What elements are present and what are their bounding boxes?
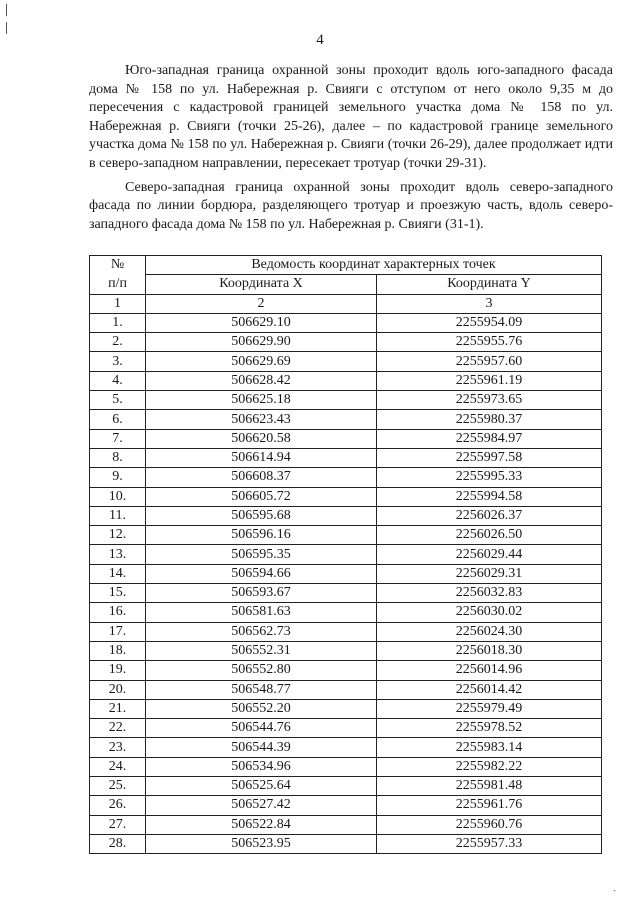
point-number-cell: 3. — [90, 352, 146, 371]
coordinate-x-cell: 506595.68 — [146, 506, 377, 525]
coordinate-x-cell: 506527.42 — [146, 796, 377, 815]
coordinate-y-cell: 2255954.09 — [377, 313, 602, 332]
table-row — [90, 564, 602, 583]
coordinate-y-cell: 2256026.50 — [377, 526, 602, 545]
coordinate-y-cell: 2255978.52 — [377, 719, 602, 738]
header-coordinate-x: Координата X — [146, 275, 377, 294]
table-header-row — [90, 256, 602, 275]
coordinate-x-cell: 506605.72 — [146, 487, 377, 506]
point-number-cell: 16. — [90, 603, 146, 622]
coordinate-x-cell: 506625.18 — [146, 391, 377, 410]
point-number-cell: 7. — [90, 429, 146, 448]
header-title: Ведомость координат характерных точек — [146, 256, 602, 275]
table-row — [90, 680, 602, 699]
point-number-cell: 15. — [90, 584, 146, 603]
coordinate-x-cell: 506594.66 — [146, 564, 377, 583]
coordinate-y-cell: 2255995.33 — [377, 468, 602, 487]
coordinate-x-cell: 506525.64 — [146, 777, 377, 796]
point-number-cell: 17. — [90, 622, 146, 641]
coordinate-y-cell: 2255957.60 — [377, 352, 602, 371]
coordinate-y-cell: 2255961.19 — [377, 371, 602, 390]
coordinate-x-cell: 506620.58 — [146, 429, 377, 448]
column-number: 1 — [90, 294, 146, 313]
coordinate-y-cell: 2255982.22 — [377, 757, 602, 776]
coordinates-table — [89, 255, 602, 854]
table-row — [90, 796, 602, 815]
point-number-cell: 11. — [90, 506, 146, 525]
point-number-cell: 18. — [90, 641, 146, 660]
point-number-cell: 23. — [90, 738, 146, 757]
table-row — [90, 410, 602, 429]
table-row — [90, 545, 602, 564]
table-row — [90, 506, 602, 525]
point-number-cell: 27. — [90, 815, 146, 834]
coordinate-y-cell: 2256032.83 — [377, 584, 602, 603]
point-number-cell: 28. — [90, 834, 146, 853]
coordinate-y-cell: 2255983.14 — [377, 738, 602, 757]
coordinate-y-cell: 2255960.76 — [377, 815, 602, 834]
table-row — [90, 333, 602, 352]
point-number-cell: 1. — [90, 313, 146, 332]
table-row — [90, 487, 602, 506]
coordinate-x-cell: 506581.63 — [146, 603, 377, 622]
coordinate-x-cell: 506614.94 — [146, 448, 377, 467]
point-number-cell: 9. — [90, 468, 146, 487]
table-row — [90, 526, 602, 545]
coordinate-x-cell: 506552.20 — [146, 699, 377, 718]
point-number-cell: 2. — [90, 333, 146, 352]
margin-mark — [6, 4, 7, 16]
point-number-cell: 21. — [90, 699, 146, 718]
column-number: 2 — [146, 294, 377, 313]
point-number-cell: 14. — [90, 564, 146, 583]
coordinate-x-cell: 506629.90 — [146, 333, 377, 352]
coordinate-x-cell: 506562.73 — [146, 622, 377, 641]
table-row — [90, 468, 602, 487]
table-row — [90, 719, 602, 738]
page-number: 4 — [316, 32, 324, 48]
coordinate-x-cell: 506544.39 — [146, 738, 377, 757]
coordinate-y-cell: 2255997.58 — [377, 448, 602, 467]
coordinate-x-cell: 506534.96 — [146, 757, 377, 776]
coordinate-y-cell: 2256029.44 — [377, 545, 602, 564]
point-number-cell: 25. — [90, 777, 146, 796]
column-number: 3 — [377, 294, 602, 313]
table-row — [90, 622, 602, 641]
coordinate-x-cell: 506596.16 — [146, 526, 377, 545]
coordinate-y-cell: 2255980.37 — [377, 410, 602, 429]
coordinate-x-cell: 506623.43 — [146, 410, 377, 429]
coordinate-y-cell: 2255979.49 — [377, 699, 602, 718]
scan-mark: ˎ — [613, 881, 617, 892]
table-row — [90, 777, 602, 796]
coordinate-x-cell: 506593.67 — [146, 584, 377, 603]
table-row — [90, 584, 602, 603]
coordinate-x-cell: 506628.42 — [146, 371, 377, 390]
paragraph-southwest-boundary: Юго-западная граница охранной зоны проходит вдоль юго-западного фасада дома № 158 по ул. Набережная р. Свияги с отступом от него около 9,35 м до пересечения с кадастровой границей земельного участка дома № 158 по ул. Набережная р. Свияги (точки 25-26), далее – по кадастровой границе земельного участка дома № 158 по ул. Набережная р. Свияги (точки 26-29), далее продолжает идти в северо-западном направлении, пересекает тротуар (точки 29-31). — [89, 63, 613, 171]
table-row — [90, 641, 602, 660]
point-number-cell: 5. — [90, 391, 146, 410]
coordinate-y-cell: 2256014.42 — [377, 680, 602, 699]
coordinate-y-cell: 2255957.33 — [377, 834, 602, 853]
coordinate-x-cell: 506552.31 — [146, 641, 377, 660]
table-row — [90, 448, 602, 467]
table-row — [90, 815, 602, 834]
paragraph-northwest-boundary: Северо-западная граница охранной зоны проходит вдоль северо-западного фасада по линии бордюра, разделяющего тротуар и проезжую часть, вдоль северо-западного фасада дома № 158 по ул. Набережная р. Свияги (31-1). — [89, 179, 613, 232]
coordinate-y-cell: 2255994.58 — [377, 487, 602, 506]
table-row — [90, 834, 602, 853]
coordinate-y-cell: 2255961.76 — [377, 796, 602, 815]
point-number-cell: 12. — [90, 526, 146, 545]
table-row — [90, 699, 602, 718]
coordinate-y-cell: 2256030.02 — [377, 603, 602, 622]
coordinate-y-cell: 2256024.30 — [377, 622, 602, 641]
point-number-cell: 13. — [90, 545, 146, 564]
coordinate-x-cell: 506523.95 — [146, 834, 377, 853]
coordinate-x-cell: 506548.77 — [146, 680, 377, 699]
header-number: № — [90, 256, 146, 275]
point-number-cell: 26. — [90, 796, 146, 815]
point-number-cell: 19. — [90, 661, 146, 680]
point-number-cell: 24. — [90, 757, 146, 776]
coordinate-y-cell: 2255984.97 — [377, 429, 602, 448]
header-coordinate-y: Координата Y — [377, 275, 602, 294]
point-number-cell: 10. — [90, 487, 146, 506]
table-row — [90, 313, 602, 332]
coordinate-x-cell: 506595.35 — [146, 545, 377, 564]
table-row — [90, 371, 602, 390]
coordinate-x-cell: 506544.76 — [146, 719, 377, 738]
coordinate-y-cell: 2256014.96 — [377, 661, 602, 680]
point-number-cell: 8. — [90, 448, 146, 467]
table-row — [90, 391, 602, 410]
table-row — [90, 661, 602, 680]
table-header-row — [90, 275, 602, 294]
coordinate-y-cell: 2256018.30 — [377, 641, 602, 660]
point-number-cell: 20. — [90, 680, 146, 699]
coordinate-x-cell: 506522.84 — [146, 815, 377, 834]
table-row — [90, 429, 602, 448]
header-number-sub: п/п — [90, 275, 146, 294]
point-number-cell: 22. — [90, 719, 146, 738]
point-number-cell: 6. — [90, 410, 146, 429]
table-row — [90, 738, 602, 757]
coordinate-x-cell: 506608.37 — [146, 468, 377, 487]
coordinates-table-body — [90, 313, 602, 853]
table-row — [90, 757, 602, 776]
coordinate-x-cell: 506552.80 — [146, 661, 377, 680]
column-numbers-row — [90, 294, 602, 313]
coordinate-y-cell: 2256029.31 — [377, 564, 602, 583]
table-row — [90, 603, 602, 622]
coordinate-x-cell: 506629.69 — [146, 352, 377, 371]
coordinate-y-cell: 2256026.37 — [377, 506, 602, 525]
coordinate-y-cell: 2255955.76 — [377, 333, 602, 352]
table-row — [90, 352, 602, 371]
coordinate-x-cell: 506629.10 — [146, 313, 377, 332]
body-text — [89, 62, 613, 239]
coordinate-y-cell: 2255973.65 — [377, 391, 602, 410]
point-number-cell: 4. — [90, 371, 146, 390]
coordinate-y-cell: 2255981.48 — [377, 777, 602, 796]
